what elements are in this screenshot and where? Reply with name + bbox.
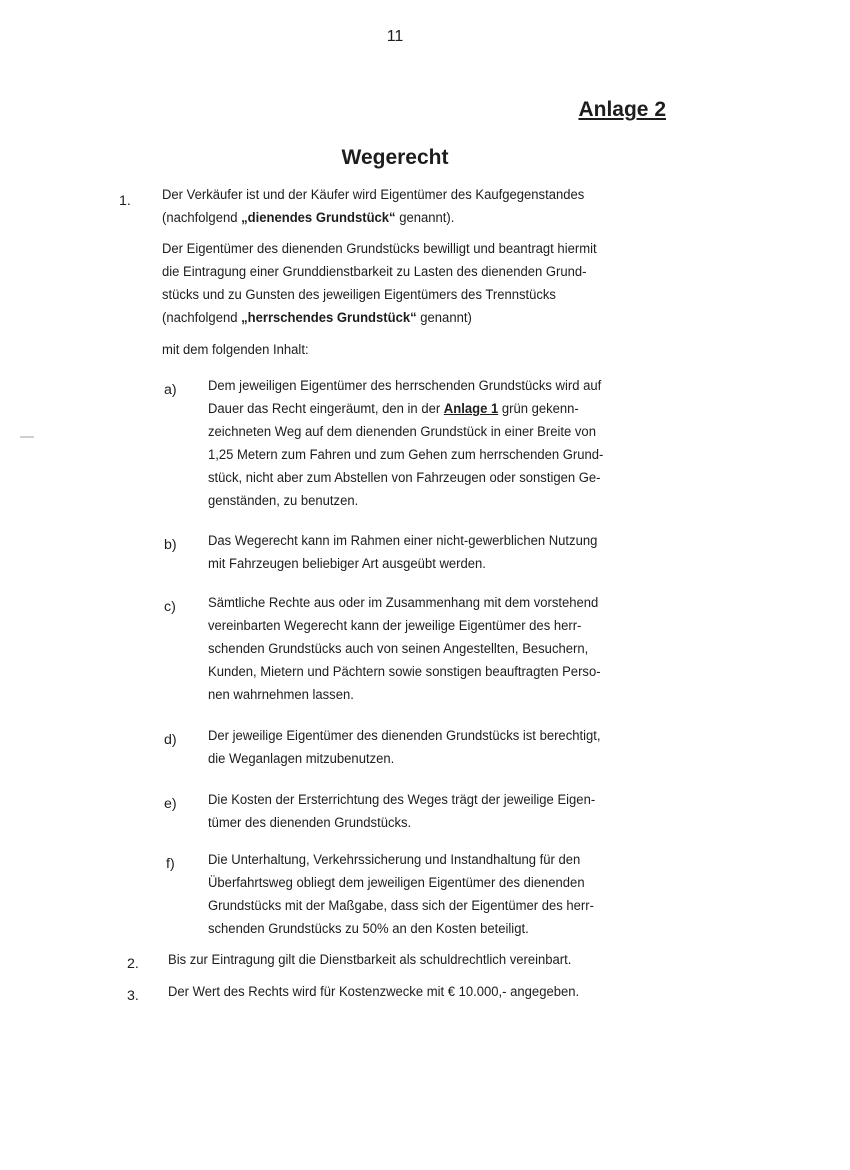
item-f-line-3: Grundstücks mit der Maßgabe, dass sich der Eigentümer des herr- — [208, 898, 594, 914]
item-a-line-3: zeichneten Weg auf dem dienenden Grundstück in einer Breite von — [208, 424, 596, 440]
item-c-line-1: Sämtliche Rechte aus oder im Zusammenhang mit dem vorstehend — [208, 595, 599, 611]
item-d-line-2: die Weganlagen mitzubenutzen. — [208, 751, 395, 767]
document-title: Wegerecht — [341, 146, 449, 169]
section-3-marker: 3. — [127, 988, 139, 1004]
item-c-marker: c) — [164, 599, 176, 615]
item-c-line-3: schenden Grundstücks auch von seinen Angestellten, Besuchern, — [208, 641, 589, 657]
section-1-para2-line-2: die Eintragung einer Grunddienstbarkeit zu Lasten des dienenden Grund- — [162, 264, 587, 280]
item-a-line-6: genständen, zu benutzen. — [208, 493, 359, 509]
section-2-marker: 2. — [127, 956, 139, 972]
item-f-marker: f) — [166, 856, 175, 872]
term-dienendes-grundstueck: „dienendes Grundstück“ — [241, 210, 396, 226]
section-1-line-2: (nachfolgend „dienendes Grundstück“ genannt). — [162, 210, 455, 226]
section-2-text: Bis zur Eintragung gilt die Dienstbarkeit als schuldrechtlich vereinbart. — [168, 952, 572, 968]
annex-label: Anlage 2 — [578, 98, 666, 121]
item-a-marker: a) — [164, 382, 177, 398]
page-number: 11 — [386, 28, 404, 45]
item-f-line-2: Überfahrtsweg obliegt dem jeweiligen Eigentümer des dienenden — [208, 875, 585, 891]
item-e-marker: e) — [164, 796, 177, 812]
item-a-line-4: 1,25 Metern zum Fahren und zum Gehen zum herrschenden Grund- — [208, 447, 604, 463]
section-1-marker: 1. — [119, 193, 131, 209]
item-e-line-2: tümer des dienenden Grundstücks. — [208, 815, 412, 831]
item-e-line-1: Die Kosten der Ersterrichtung des Weges trägt der jeweilige Eigen- — [208, 792, 596, 808]
section-1-para3: mit dem folgenden Inhalt: — [162, 342, 309, 358]
section-1-para2-line-1: Der Eigentümer des dienenden Grundstücks bewilligt und beantragt hiermit — [162, 241, 597, 257]
anlage-1-reference: Anlage 1 — [443, 401, 499, 417]
section-1-para2-line-3: stücks und zu Gunsten des jeweiligen Eigentümers des Trennstücks — [162, 287, 556, 303]
item-c-line-4: Kunden, Mietern und Pächtern sowie sonstigen beauftragten Perso- — [208, 664, 601, 680]
section-1-line-1: Der Verkäufer ist und der Käufer wird Eigentümer des Kaufgegenstandes — [162, 187, 585, 203]
item-a-line-1: Dem jeweiligen Eigentümer des herrschenden Grundstücks wird auf — [208, 378, 602, 394]
item-a-line-2: Dauer das Recht eingeräumt, den in der Anlage 1 grün gekenn- — [208, 401, 579, 417]
item-f-line-4: schenden Grundstücks zu 50% an den Kosten beteiligt. — [208, 921, 529, 937]
item-d-line-1: Der jeweilige Eigentümer des dienenden Grundstücks ist berechtigt, — [208, 728, 601, 744]
item-d-marker: d) — [164, 732, 177, 748]
item-b-marker: b) — [164, 537, 177, 553]
section-1-para2-line-4: (nachfolgend „herrschendes Grundstück“ genannt) — [162, 310, 472, 326]
item-c-line-2: vereinbarten Wegerecht kann der jeweilige Eigentümer des herr- — [208, 618, 582, 634]
item-b-line-1: Das Wegerecht kann im Rahmen einer nicht-gewerblichen Nutzung — [208, 533, 598, 549]
section-3-text: Der Wert des Rechts wird für Kostenzwecke mit € 10.000,- angegeben. — [168, 984, 580, 1000]
item-a-line-5: stück, nicht aber zum Abstellen von Fahrzeugen oder sonstigen Ge- — [208, 470, 601, 486]
item-b-line-2: mit Fahrzeugen beliebiger Art ausgeübt werden. — [208, 556, 486, 572]
scan-speck — [20, 436, 34, 438]
item-f-line-1: Die Unterhaltung, Verkehrssicherung und Instandhaltung für den — [208, 852, 581, 868]
term-herrschendes-grundstueck: „herrschendes Grundstück“ — [241, 310, 417, 326]
item-c-line-5: nen wahrnehmen lassen. — [208, 687, 354, 703]
